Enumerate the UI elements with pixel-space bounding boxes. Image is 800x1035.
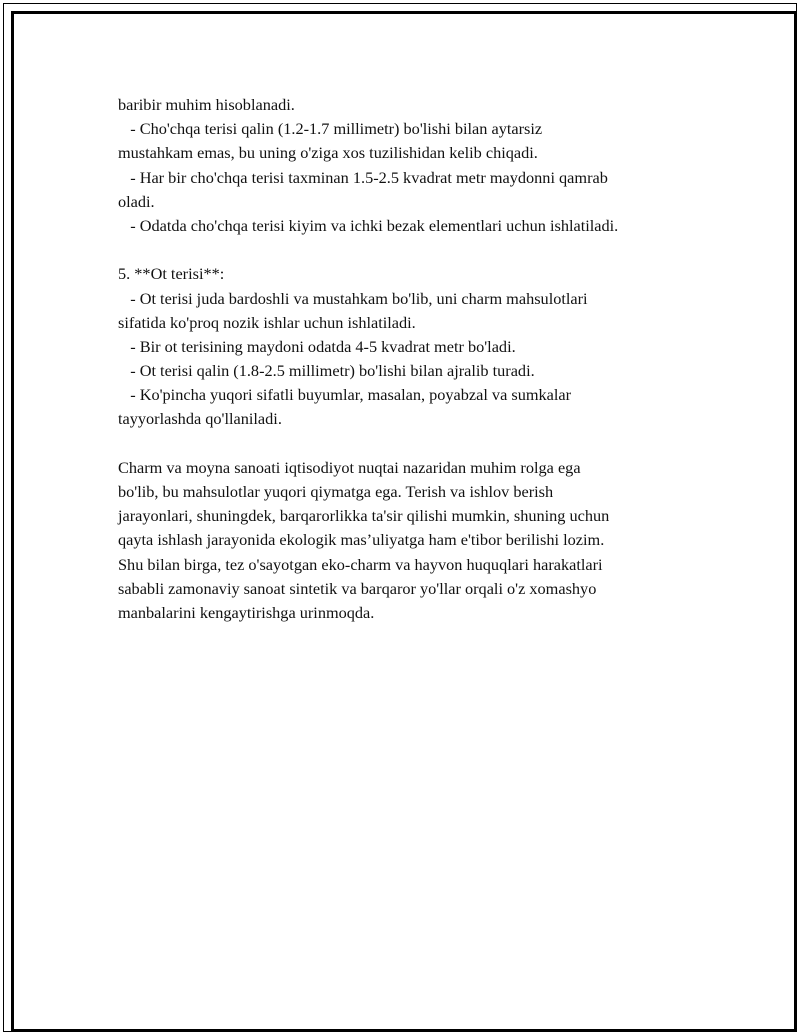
text-line: - Ot terisi qalin (1.8-2.5 millimetr) bo'lishi bilan ajralib turadi. [118,361,535,381]
text-line: - Odatda cho'chqa terisi kiyim va ichki bezak elementlari uchun ishlatiladi. [118,215,619,235]
text-line: baribir muhim hisoblanadi. [118,95,295,114]
text-line: tayyorlashda qo'llaniladi. [118,409,282,429]
text-line: oladi. [118,191,155,211]
paragraph-pig-leather [118,93,718,238]
text-line: - Ko'pincha yuqori sifatli buyumlar, masalan, poyabzal va sumkalar [118,385,572,405]
document-body [118,93,718,625]
text-line: Shu bilan birga, tez o'sayotgan eko-charm va hayvon huquqlari harakatlari [118,554,603,574]
text-line: sababli zamonaviy sanoat sintetik va barqaror yo'llar orqali o'z xomashyo [118,578,597,598]
text-line: qayta ishlash jarayonida ekologik mas’uliyatga ham e'tibor berilishi lozim. [118,530,605,550]
text-line: - Cho'chqa terisi qalin (1.2-1.7 millimetr) bo'lishi bilan aytarsiz [118,119,543,139]
text-line: bo'lib, bu mahsulotlar yuqori qiymatga ega. Terish va ishlov berish [118,482,554,501]
text-line: sifatida ko'proq nozik ishlar uchun ishlatiladi. [118,312,416,332]
text-line: manbalarini kengaytirishga urinmoqda. [118,602,375,622]
text-line: mustahkam emas, bu uning o'ziga xos tuzilishidan kelib chiqadi. [118,143,538,163]
section-heading: 5. **Ot terisi**: [118,264,225,284]
text-line: - Bir ot terisining maydoni odatda 4-5 kvadrat metr bo'ladi. [118,336,516,356]
paragraph-spacer [118,238,718,262]
text-line: Charm va moyna sanoati iqtisodiyot nuqtai nazaridan muhim rolga ega [118,457,581,477]
text-line: - Ot terisi juda bardoshli va mustahkam bo'lib, uni charm mahsulotlari [118,288,588,308]
paragraph-spacer [118,432,718,456]
paragraph-horse-leather [118,262,718,431]
text-line: jarayonlari, shuningdek, barqarorlikka ta'sir qilishi mumkin, shuning uchun [118,506,610,526]
text-line: - Har bir cho'chqa terisi taxminan 1.5-2.5 kvadrat metr maydonni qamrab [118,167,608,187]
paragraph-conclusion [118,456,718,625]
